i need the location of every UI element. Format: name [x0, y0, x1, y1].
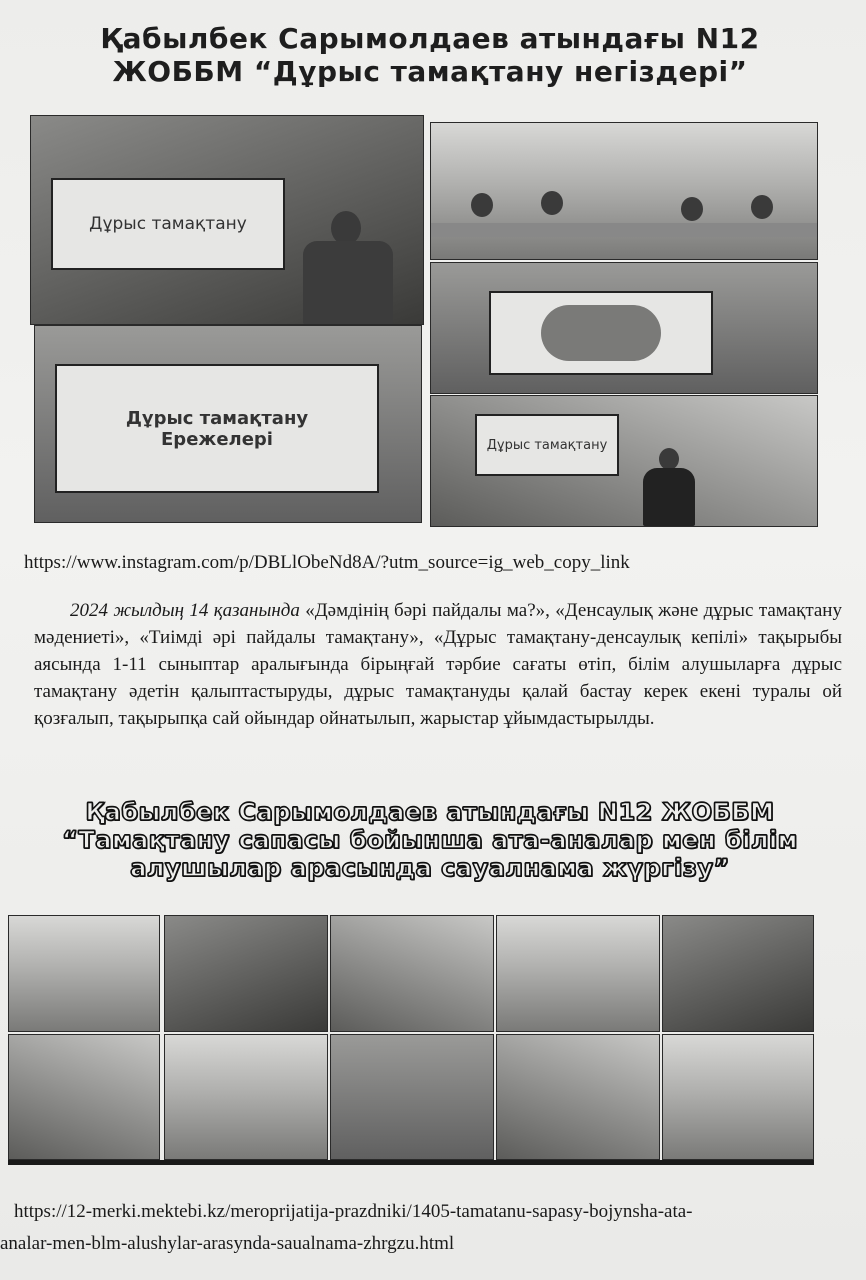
projector-screen-cartoon: [489, 291, 713, 375]
cartoon-image: [541, 305, 661, 361]
event-text: «Дәмдінің бәрі пайдалы ма?», «Денсаулық және дұрыс тамақтану мәдениеті», «Тиімді әрі пайдалы тамақтану», «Дұрыс тамақтану-денсаулық кепілі» тақырыбы аясында 1-11 сыныптар аралығында бірыңғай тәрбие сағаты өтіп, білім алушыларға дұрыс тамақтану әдетін қалыптастыруды, дұрыс тамақтануды қалай бастау керек екені туралы ой қозғалып, тақырыпқа сай ойындар ойнатылып, жарыстар ұйымдастырылды.: [34, 600, 842, 729]
event-date: 2024 жылдың 14 қазанында: [70, 600, 300, 621]
desk-row: [431, 223, 817, 237]
slide-caption: Дұрыс тамақтану: [486, 437, 608, 453]
photo-teacher-presenting: [430, 395, 818, 527]
photo-slide-cartoon: [430, 262, 818, 394]
photo-survey-8: [330, 1034, 494, 1160]
projector-screen: [475, 414, 619, 476]
photo-survey-4: [496, 915, 660, 1032]
photo-slide-rules: [34, 325, 422, 523]
photo-survey-9: [496, 1034, 660, 1160]
link-line-1[interactable]: https://12-merki.mektebi.kz/meroprijatija-prazdniki/1405-tamatanu-sapasy-bojynsha-ata-: [14, 1201, 693, 1222]
student-head: [471, 193, 493, 217]
divider: [8, 1160, 814, 1165]
photo-classroom: [430, 122, 818, 260]
photo-survey-1: [8, 915, 160, 1032]
photo-survey-7: [164, 1034, 328, 1160]
photo-survey-5: [662, 915, 814, 1032]
page-title: Қабылбек Сарымолдаев атындағы N12 ЖОББМ “Дұрыс тамақтану негіздері”: [100, 22, 760, 88]
student-head: [541, 191, 563, 215]
instagram-link[interactable]: https://www.instagram.com/p/DBLlObeNd8A/?utm_source=ig_web_copy_link: [24, 552, 630, 573]
projector-screen: [51, 178, 285, 270]
school-website-link[interactable]: [0, 1196, 866, 1260]
photo-teacher-slide: [30, 115, 424, 325]
projector-screen: [55, 364, 379, 493]
slide-caption: Дұрыс тамақтану Ережелері: [125, 407, 309, 450]
photo-survey-10: [662, 1034, 814, 1160]
slide-caption: Дұрыс тамақтану: [89, 214, 247, 234]
photo-survey-6: [8, 1034, 160, 1160]
student-head: [681, 197, 703, 221]
teacher-head: [331, 211, 361, 245]
event-description: [34, 597, 842, 732]
photo-survey-2: [164, 915, 328, 1032]
teacher-figure: [643, 468, 695, 526]
teacher-figure: [303, 241, 393, 324]
student-head: [751, 195, 773, 219]
section-title: Қабылбек Сарымолдаев атындағы N12 ЖОББМ “Тамақтану сапасы бойынша ата-аналар мен білім алушылар арасында сауалнама жүргізу”: [62, 798, 798, 882]
teacher-head: [659, 448, 679, 470]
photo-survey-3: [330, 915, 494, 1032]
link-line-2[interactable]: analar-men-blm-alushylar-arasynda-saualnama-zhrgzu.html: [0, 1233, 455, 1254]
